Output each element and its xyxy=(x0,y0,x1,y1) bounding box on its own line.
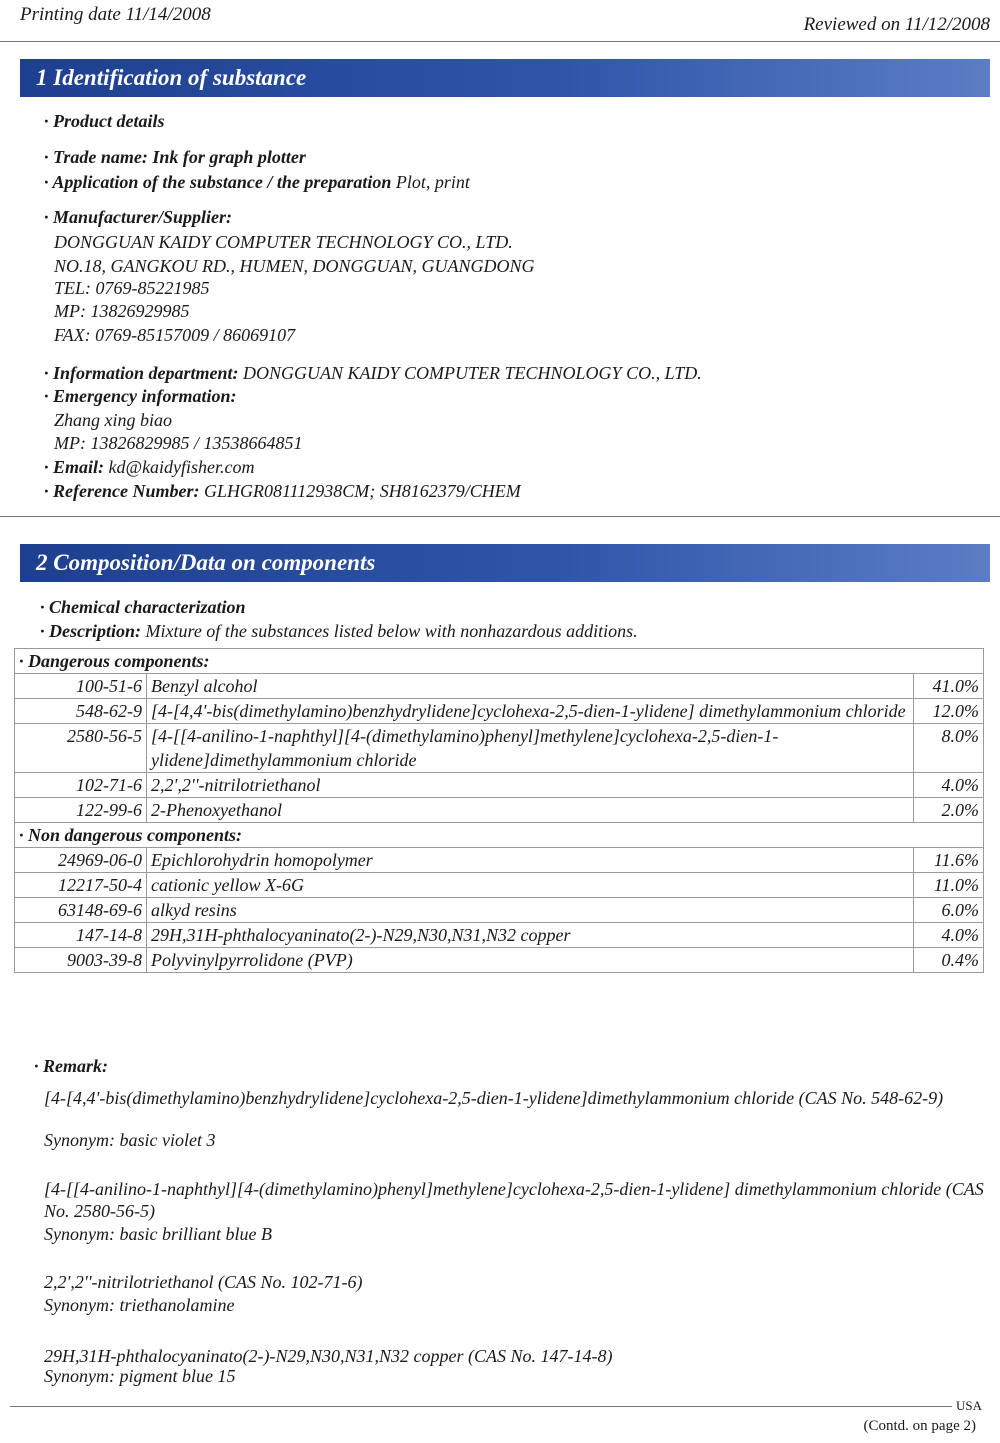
component-name: alkyd resins xyxy=(147,898,914,923)
manufacturer-label: · Manufacturer/Supplier: xyxy=(44,207,233,227)
components-table xyxy=(14,648,984,973)
printing-date: Printing date 11/14/2008 xyxy=(20,4,211,25)
application-value: Plot, print xyxy=(395,172,470,192)
table-row xyxy=(15,923,984,948)
component-percent: 4.0% xyxy=(914,923,984,948)
remark-text: 29H,31H-phthalocyaninato(2-)-N29,N30,N31,N32 copper (CAS No. 147-14-8) xyxy=(44,1346,613,1366)
info-dept-row xyxy=(44,363,702,384)
remark-text: 2,2',2''-nitrilotriethanol (CAS No. 102-71-6) xyxy=(44,1272,363,1292)
application-row xyxy=(44,172,470,193)
description-label: · Description: xyxy=(40,621,141,641)
component-percent: 11.0% xyxy=(914,873,984,898)
info-dept-value: DONGGUAN KAIDY COMPUTER TECHNOLOGY CO., LTD. xyxy=(243,363,702,383)
section-1-title: 1 Identification of substance xyxy=(20,59,990,97)
email-label: · Email: xyxy=(44,457,105,477)
component-name: Polyvinylpyrrolidone (PVP) xyxy=(147,948,914,973)
reviewed-date: Reviewed on 11/12/2008 xyxy=(803,14,990,35)
region-label: USA xyxy=(952,1398,986,1414)
component-name: 29H,31H-phthalocyaninato(2-)-N29,N30,N31,N32 copper xyxy=(147,923,914,948)
manufacturer-name: DONGGUAN KAIDY COMPUTER TECHNOLOGY CO., LTD. xyxy=(54,232,513,252)
emergency-contact: Zhang xing biao xyxy=(54,410,173,430)
emergency-mp: MP: 13826829985 / 13538664851 xyxy=(54,433,303,453)
component-percent: 2.0% xyxy=(914,798,984,823)
reference-row xyxy=(44,481,521,502)
table-row xyxy=(15,699,984,724)
manufacturer-tel: TEL: 0769-85221985 xyxy=(54,278,210,298)
cas-number: 2580-56-5 xyxy=(15,724,147,773)
chemical-characterization-label: · Chemical characterization xyxy=(40,597,246,617)
table-row xyxy=(15,674,984,699)
table-row xyxy=(15,798,984,823)
cas-number: 100-51-6 xyxy=(15,674,147,699)
remark-synonym: Synonym: triethanolamine xyxy=(44,1295,235,1315)
component-name: 2,2',2''-nitrilotriethanol xyxy=(147,773,914,798)
table-row xyxy=(15,898,984,923)
remark-label: · Remark: xyxy=(34,1056,108,1076)
footer-divider xyxy=(10,1406,955,1407)
remark-synonym: Synonym: basic violet 3 xyxy=(44,1130,216,1150)
component-name: Benzyl alcohol xyxy=(147,674,914,699)
table-row xyxy=(15,948,984,973)
reference-label: · Reference Number: xyxy=(44,481,200,501)
component-percent: 12.0% xyxy=(914,699,984,724)
manufacturer-fax: FAX: 0769-85157009 / 86069107 xyxy=(54,325,296,345)
header-divider xyxy=(0,41,1000,42)
info-dept-label: · Information department: xyxy=(44,363,239,383)
component-name: cationic yellow X-6G xyxy=(147,873,914,898)
component-name: [4-[[4-anilino-1-naphthyl][4-(dimethylamino)phenyl]methylene]cyclohexa-2,5-dien-1-ylidene]dimethylammonium chloride xyxy=(147,724,914,773)
cas-number: 102-71-6 xyxy=(15,773,147,798)
manufacturer-address: NO.18, GANGKOU RD., HUMEN, DONGGUAN, GUANGDONG xyxy=(54,256,535,276)
component-name: 2-Phenoxyethanol xyxy=(147,798,914,823)
component-name: [4-[4,4'-bis(dimethylamino)benzhydrylidene]cyclohexa-2,5-dien-1-ylidene] dimethylammonium chloride xyxy=(147,699,914,724)
component-name: Epichlorohydrin homopolymer xyxy=(147,848,914,873)
continued-note: (Contd. on page 2) xyxy=(863,1418,976,1434)
table-row xyxy=(15,773,984,798)
section-divider xyxy=(0,516,1000,517)
cas-number: 12217-50-4 xyxy=(15,873,147,898)
cas-number: 147-14-8 xyxy=(15,923,147,948)
dangerous-components-label: · Dangerous components: xyxy=(15,649,984,674)
product-details-label: · Product details xyxy=(44,111,165,131)
trade-name: · Trade name: Ink for graph plotter xyxy=(44,147,306,167)
component-percent: 41.0% xyxy=(914,674,984,699)
application-label: · Application of the substance / the preparation xyxy=(44,172,392,192)
remark-synonym: Synonym: basic brilliant blue B xyxy=(44,1224,272,1244)
remark-text: [4-[4,4'-bis(dimethylamino)benzhydrylidene]cyclohexa-2,5-dien-1-ylidene]dimethylammonium chloride (CAS No. 548-62-9) xyxy=(44,1088,944,1108)
cas-number: 548-62-9 xyxy=(15,699,147,724)
description-value: Mixture of the substances listed below with nonhazardous additions. xyxy=(145,621,638,641)
section-2-title: 2 Composition/Data on components xyxy=(20,544,990,582)
cas-number: 9003-39-8 xyxy=(15,948,147,973)
emergency-label: · Emergency information: xyxy=(44,386,237,406)
email-row xyxy=(44,457,255,478)
cas-number: 122-99-6 xyxy=(15,798,147,823)
cas-number: 63148-69-6 xyxy=(15,898,147,923)
manufacturer-mp: MP: 13826929985 xyxy=(54,301,190,321)
component-percent: 11.6% xyxy=(914,848,984,873)
reference-value: GLHGR081112938CM; SH8162379/CHEM xyxy=(203,481,521,501)
remark-synonym: Synonym: pigment blue 15 xyxy=(44,1366,236,1386)
component-percent: 0.4% xyxy=(914,948,984,973)
cas-number: 24969-06-0 xyxy=(15,848,147,873)
component-percent: 8.0% xyxy=(914,724,984,773)
remark-text: [4-[[4-anilino-1-naphthyl][4-(dimethylamino)phenyl]methylene]cyclohexa-2,5-dien-1-ylidene] dimethylammonium chloride (CAS No. 2580-56-5) xyxy=(44,1179,984,1221)
non-dangerous-components-label: · Non dangerous components: xyxy=(15,823,984,848)
component-percent: 6.0% xyxy=(914,898,984,923)
table-row xyxy=(15,873,984,898)
description-row xyxy=(40,621,638,642)
table-row xyxy=(15,848,984,873)
table-row xyxy=(15,724,984,773)
email-value: kd@kaidyfisher.com xyxy=(108,457,255,477)
component-percent: 4.0% xyxy=(914,773,984,798)
